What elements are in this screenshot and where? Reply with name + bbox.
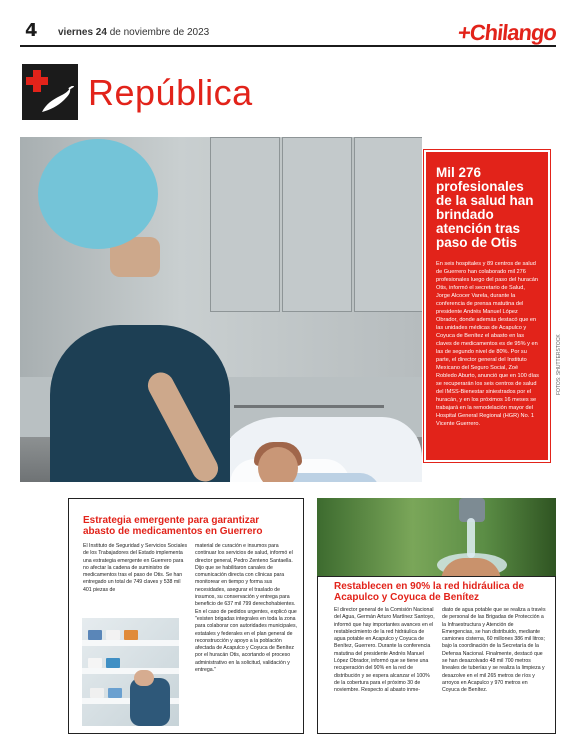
chili-plus-icon xyxy=(22,64,78,120)
hero-photo-hospital xyxy=(20,137,422,482)
chili-pepper-icon xyxy=(40,86,74,114)
article-right-headline: Restablecen en 90% la red hidráulica de Acapulco y Coyuca de Benítez xyxy=(334,581,525,603)
issue-day: viernes 24 xyxy=(58,27,107,38)
feature-body: En seis hospitales y 89 centros de salud de Guerrero han colaborado mil 276 profesionales luego del paso del huracán Otis, informó el secretario de Salud, Jorge Alcocer Varela, durante la conferencia de prensa matutina del presidente Andrés Manuel López Obrador, donde además destacó que en las unidades médicas de Acapulco y Coyuca de Benítez el abasto en las claves de medicamentos es de 95% y en las de segundo nivel de 80%. Por su parte, el director general del Instituto Mexicano del Seguro Social, Zoé Robledo Aburto, anunció que en 100 días se recuperarán los seis centros de salud del IMSS-Bienestar siniestrados por el huracán, y en los próximos 16 meses se trabajará en la remodelación mayor del Hospital General Regional (HGR) No. 1 Vicente Guerrero. xyxy=(436,261,539,427)
article-water-network xyxy=(317,576,556,734)
photo-water-tap xyxy=(317,498,556,588)
plus-icon-horizontal xyxy=(26,77,48,85)
issue-date-rest: de noviembre de 2023 xyxy=(106,27,210,38)
section-title: República xyxy=(88,72,253,113)
article-right-col1: El director general de la Comisión Nacional del Agua, Germán Arturo Martínez Santoyo, informó que hay importantes avances en el restablecimiento de la red hidráulica de agua potable en Acapulco y Coyuca de Benítez, Guerrero. Durante la conferencia matutina del presidente Andrés Manuel López Obrador, informó que se tiene una recuperación del 90% en la red de distribución y se espera alcanzar el 100% de la cobertura para el próximo 30 de noviembre. Respecto al abasto inme- xyxy=(334,607,435,694)
surgical-cap xyxy=(38,139,158,249)
photo-pharmacy xyxy=(82,618,179,726)
article-left-col1: El Instituto de Seguridad y Servicios Sociales de los Trabajadores del Estado implementa una estrategia emergente en Guerrero para no afectar la cadena de suministro de medicamentos tras el paso de Otis. Se han entregado un total de 749 claves y 538 mil 401 piezas de xyxy=(83,543,188,593)
header-rule xyxy=(20,45,556,47)
issue-date xyxy=(58,27,209,38)
article-left-headline: Estrategia emergente para garantizar abasto de medicamentos en Guerrero xyxy=(83,515,263,537)
feature-box xyxy=(424,150,550,462)
article-right-col2: diato de agua potable que se realiza a través de personal de las Brigadas de Protección a la Infraestructura y Atención de Emergencias, se han distribuido, mediante camiones cisterna, 60 millones 386 mil litros; bajo la coordinación de la Secretaría de la Defensa Nacional. Finalmente, destacó que se han desazolvado 48 mil 700 metros lineales de tuberías y se realiza la limpieza y desazolve en el mil 265 metros de ríos y arroyos en Acapulco y 970 metros en Coyuca de Benítez. xyxy=(442,607,546,694)
feature-headline: Mil 276 profesionales de la salud han brindado atención tras paso de Otis xyxy=(436,165,534,250)
page-header xyxy=(0,0,576,46)
page-number: 4 xyxy=(25,20,38,41)
article-left-col2: material de curación e insumos para continuar los servicios de salud, informó el director general, Pedro Zenteno Santaella. Dijo que se habilitaron canales de comunicación directa con clínicas para monitorear en tiempo y forma sus necesidades, asegurar el traslado de insumos, su conservación y entrega para beneficio de 637 mil 799 derechohabientes. En el caso de pedidos urgentes, explicó que "existen brigadas integrales en toda la zona para colaborar con autoridades municipales, estatales y federales en el plan general de reconstrucción y apoyo a la población afectada de Acapulco y Coyuca de Benítez por el huracán Otis, acortando el proceso administrativo en la solicitud, validación y entrega." xyxy=(195,543,298,674)
photo-credit: FOTOS: SHUTTERSTOCK xyxy=(556,334,562,395)
brand-logo: +Chilango xyxy=(456,20,558,45)
